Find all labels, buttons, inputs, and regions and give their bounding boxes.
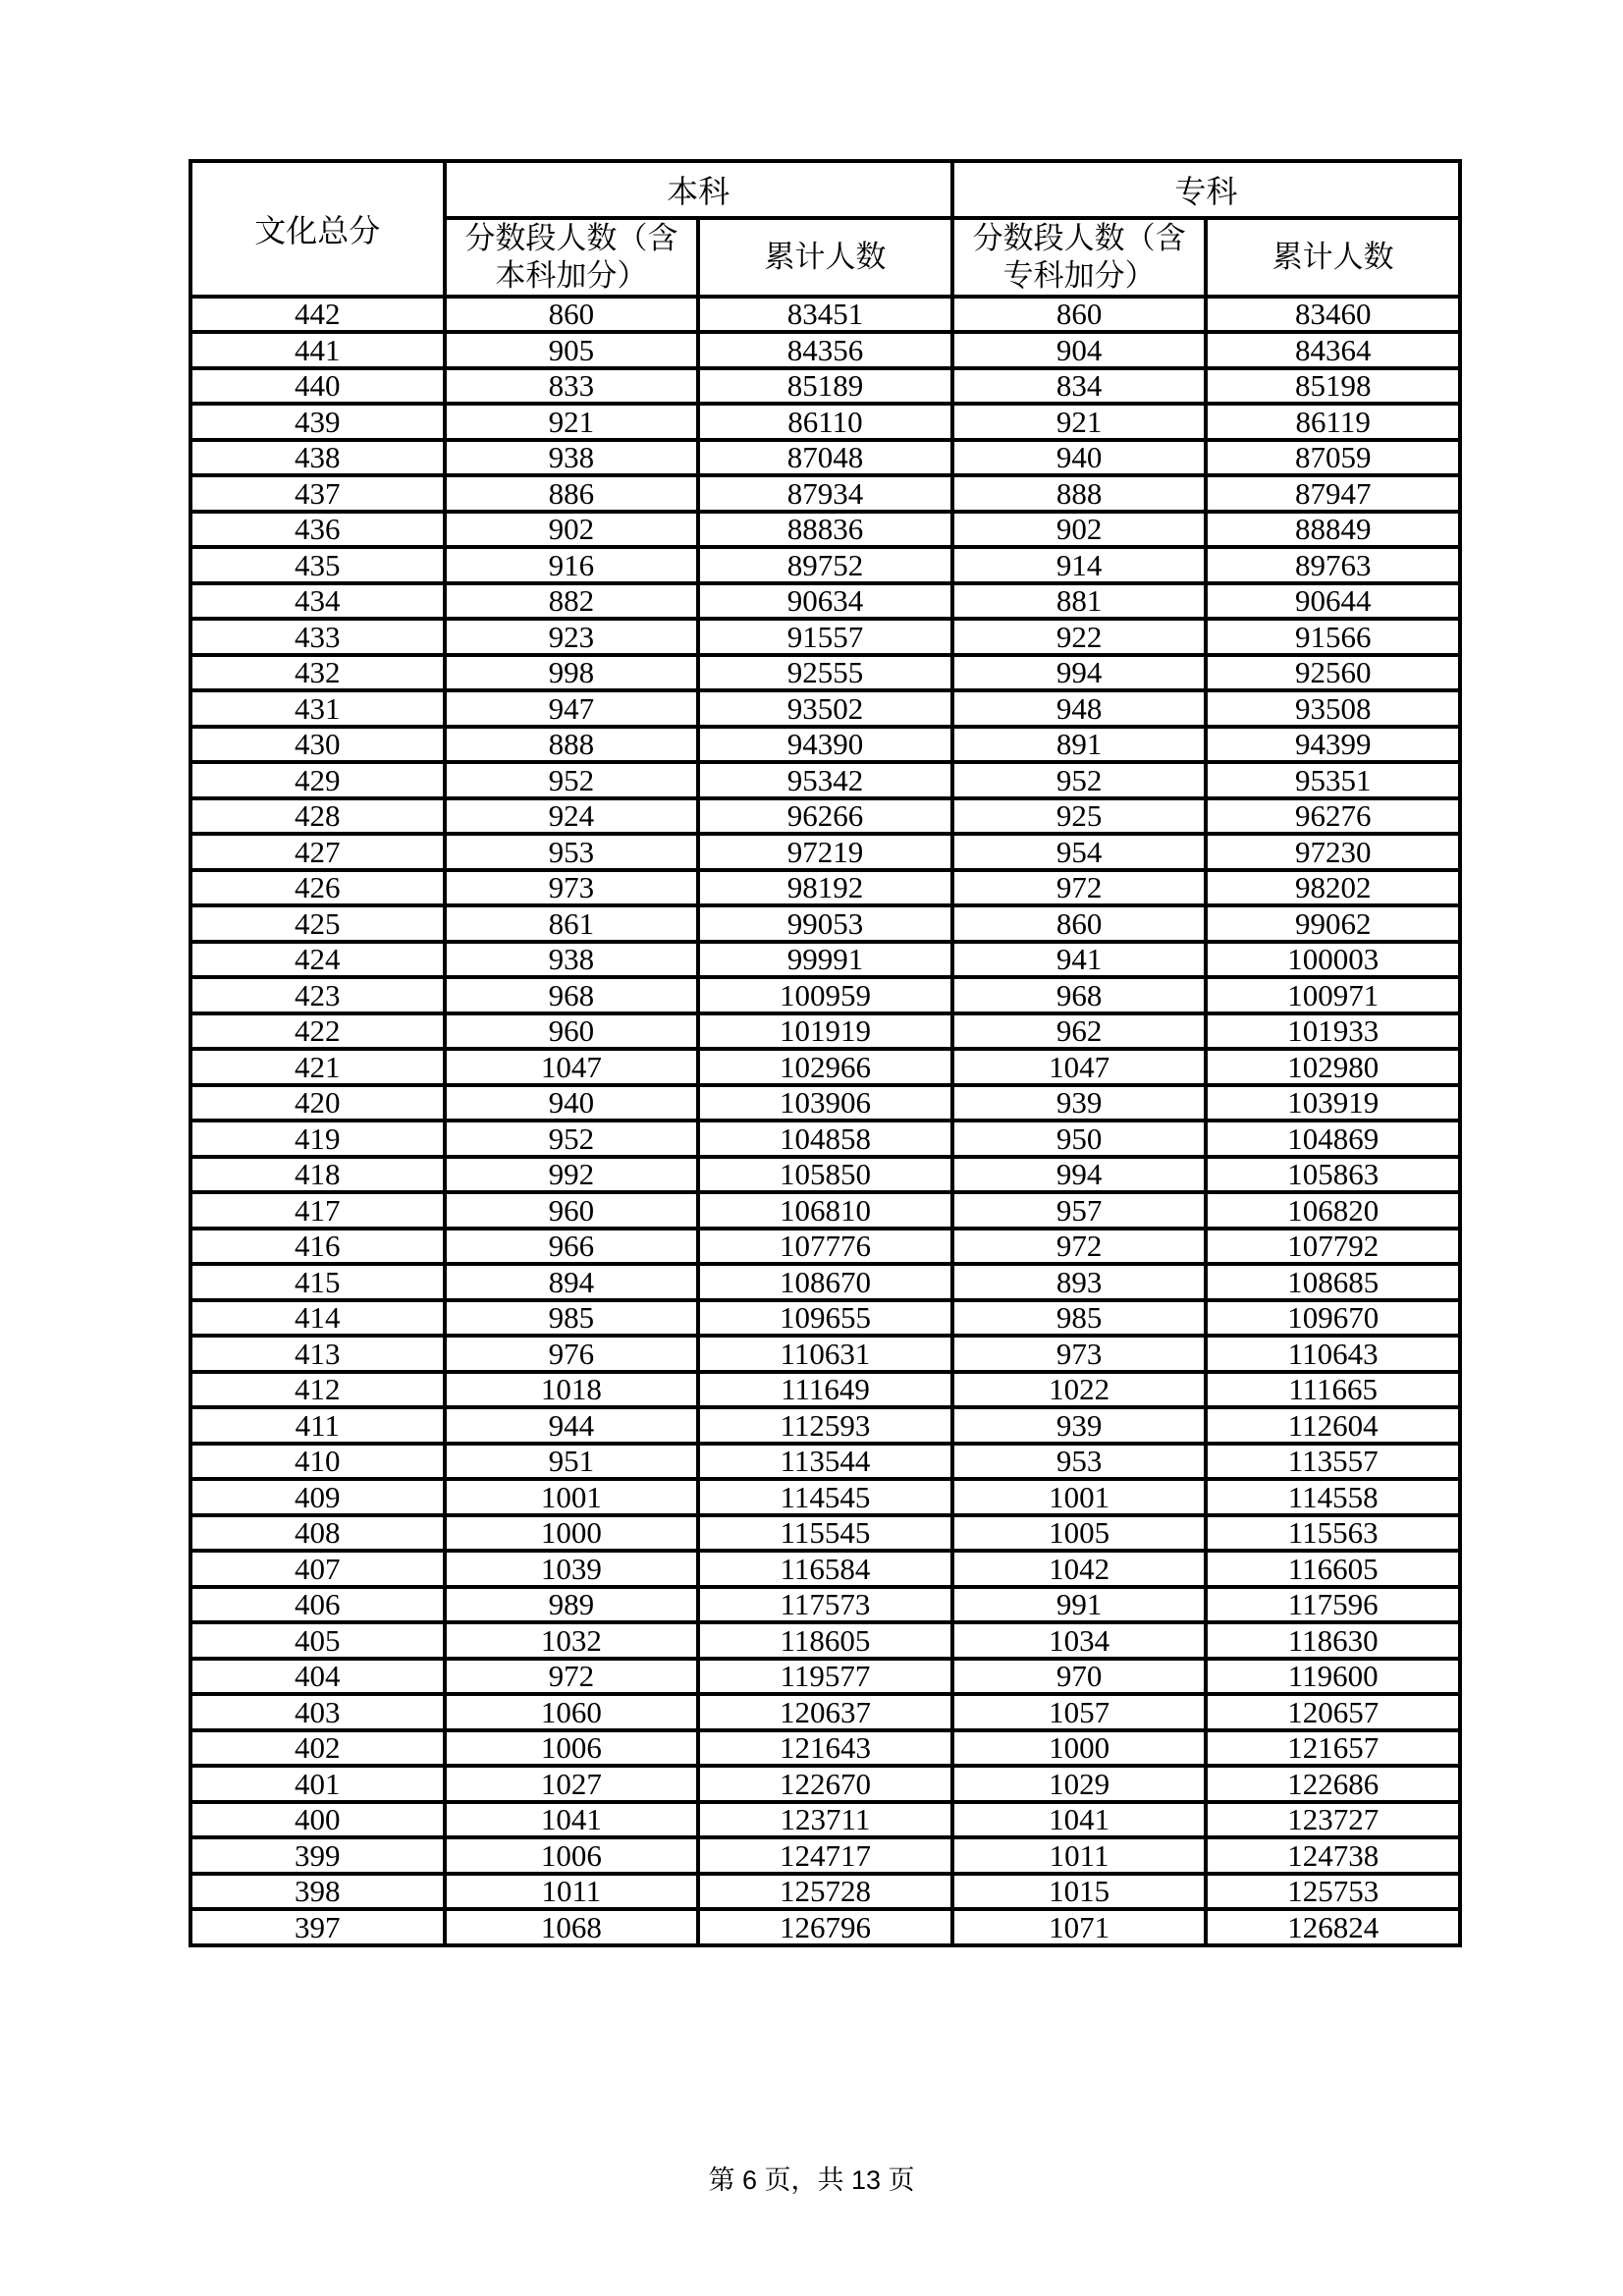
table-cell: 886 [445, 475, 699, 512]
table-cell: 95342 [698, 762, 952, 798]
table-cell: 939 [952, 1085, 1207, 1121]
table-cell: 1041 [952, 1802, 1207, 1838]
table-cell: 991 [952, 1587, 1207, 1623]
table-row [190, 1802, 1460, 1838]
table-row [190, 475, 1460, 512]
table-cell: 117573 [698, 1587, 952, 1623]
table-cell: 114558 [1206, 1479, 1460, 1515]
table-cell: 948 [952, 690, 1207, 727]
table-cell: 86110 [698, 404, 952, 440]
table-cell: 401 [190, 1766, 445, 1802]
table-cell: 998 [445, 655, 699, 691]
table-cell: 121657 [1206, 1730, 1460, 1767]
table-cell: 973 [445, 870, 699, 906]
table-row [190, 1229, 1460, 1265]
table-cell: 105863 [1206, 1157, 1460, 1193]
table-cell: 108670 [698, 1264, 952, 1300]
table-cell: 923 [445, 619, 699, 655]
table-cell: 1027 [445, 1766, 699, 1802]
table-cell: 116605 [1206, 1551, 1460, 1587]
table-cell: 860 [445, 297, 699, 333]
table-row [190, 368, 1460, 405]
table-cell: 972 [952, 1229, 1207, 1265]
table-cell: 106810 [698, 1192, 952, 1229]
table-cell: 902 [952, 512, 1207, 548]
table-cell: 421 [190, 1049, 445, 1085]
table-row [190, 1049, 1460, 1085]
table-cell: 422 [190, 1013, 445, 1050]
table-cell: 124738 [1206, 1837, 1460, 1874]
table-cell: 112593 [698, 1407, 952, 1444]
table-cell: 950 [952, 1121, 1207, 1157]
table-cell: 953 [445, 834, 699, 870]
table-cell: 417 [190, 1192, 445, 1229]
table-cell: 397 [190, 1909, 445, 1945]
table-cell: 409 [190, 1479, 445, 1515]
table-cell: 972 [445, 1659, 699, 1695]
table-cell: 96276 [1206, 798, 1460, 835]
table-cell: 994 [952, 655, 1207, 691]
table-cell: 100959 [698, 977, 952, 1013]
header-group-undergraduate: 本科 [445, 161, 952, 218]
table-cell: 953 [952, 1444, 1207, 1480]
table-cell: 414 [190, 1300, 445, 1337]
table-cell: 1006 [445, 1837, 699, 1874]
table-cell: 1015 [952, 1874, 1207, 1910]
table-cell: 952 [445, 1121, 699, 1157]
table-cell: 88849 [1206, 512, 1460, 548]
table-row [190, 332, 1460, 368]
table-row [190, 762, 1460, 798]
table-row [190, 619, 1460, 655]
table-cell: 408 [190, 1515, 445, 1552]
table-row [190, 1766, 1460, 1802]
table-cell: 431 [190, 690, 445, 727]
table-cell: 960 [445, 1013, 699, 1050]
table-cell: 922 [952, 619, 1207, 655]
table-cell: 416 [190, 1229, 445, 1265]
table-cell: 1032 [445, 1622, 699, 1659]
table-cell: 90644 [1206, 583, 1460, 620]
table-cell: 905 [445, 332, 699, 368]
table-cell: 1071 [952, 1909, 1207, 1945]
table-cell: 429 [190, 762, 445, 798]
table-cell: 424 [190, 942, 445, 978]
table-cell: 924 [445, 798, 699, 835]
table-cell: 407 [190, 1551, 445, 1587]
table-cell: 97230 [1206, 834, 1460, 870]
table-cell: 126824 [1206, 1909, 1460, 1945]
table-row [190, 297, 1460, 333]
subheader-undergraduate-cumulative-count: 累计人数 [698, 218, 952, 297]
table-cell: 126796 [698, 1909, 952, 1945]
table-cell: 104869 [1206, 1121, 1460, 1157]
table-cell: 976 [445, 1336, 699, 1372]
table-cell: 430 [190, 727, 445, 763]
table-cell: 1057 [952, 1694, 1207, 1730]
table-cell: 83460 [1206, 297, 1460, 333]
table-cell: 914 [952, 547, 1207, 583]
table-cell: 438 [190, 440, 445, 476]
table-cell: 440 [190, 368, 445, 405]
header-culture-total-score: 文化总分 [190, 161, 445, 297]
subheader-undergraduate-segment-count: 分数段人数（含本科加分） [445, 218, 699, 297]
table-cell: 437 [190, 475, 445, 512]
table-cell: 1005 [952, 1515, 1207, 1552]
table-cell: 410 [190, 1444, 445, 1480]
table-cell: 428 [190, 798, 445, 835]
table-cell: 89752 [698, 547, 952, 583]
table-cell: 441 [190, 332, 445, 368]
table-row [190, 1587, 1460, 1623]
table-cell: 952 [445, 762, 699, 798]
subheader-college-cumulative-count: 累计人数 [1206, 218, 1460, 297]
table-cell: 93508 [1206, 690, 1460, 727]
table-cell: 84364 [1206, 332, 1460, 368]
table-row [190, 1694, 1460, 1730]
table-cell: 985 [952, 1300, 1207, 1337]
table-row [190, 1909, 1460, 1945]
page-footer: 第 6 页，共 13 页 [708, 2165, 915, 2195]
table-cell: 966 [445, 1229, 699, 1265]
table-cell: 96266 [698, 798, 952, 835]
table-cell: 400 [190, 1802, 445, 1838]
table-cell: 423 [190, 977, 445, 1013]
table-cell: 426 [190, 870, 445, 906]
table-cell: 123727 [1206, 1802, 1460, 1838]
table-row [190, 1837, 1460, 1874]
table-cell: 116584 [698, 1551, 952, 1587]
table-cell: 87947 [1206, 475, 1460, 512]
table-cell: 415 [190, 1264, 445, 1300]
table-row [190, 1659, 1460, 1695]
table-cell: 125753 [1206, 1874, 1460, 1910]
table-cell: 921 [952, 404, 1207, 440]
table-cell: 109655 [698, 1300, 952, 1337]
table-cell: 960 [445, 1192, 699, 1229]
table-row [190, 1300, 1460, 1337]
table-row [190, 512, 1460, 548]
table-cell: 1034 [952, 1622, 1207, 1659]
table-cell: 834 [952, 368, 1207, 405]
table-row [190, 727, 1460, 763]
table-cell: 122686 [1206, 1766, 1460, 1802]
table-row [190, 834, 1460, 870]
table-row [190, 404, 1460, 440]
table-cell: 111649 [698, 1372, 952, 1408]
table-cell: 105850 [698, 1157, 952, 1193]
table-cell: 92555 [698, 655, 952, 691]
table-cell: 940 [952, 440, 1207, 476]
table-row [190, 905, 1460, 942]
table-cell: 954 [952, 834, 1207, 870]
table-cell: 100003 [1206, 942, 1460, 978]
table-cell: 419 [190, 1121, 445, 1157]
table-cell: 107776 [698, 1229, 952, 1265]
table-cell: 881 [952, 583, 1207, 620]
table-cell: 103919 [1206, 1085, 1460, 1121]
table-cell: 89763 [1206, 547, 1460, 583]
table-cell: 833 [445, 368, 699, 405]
table-row [190, 1622, 1460, 1659]
table-cell: 1006 [445, 1730, 699, 1767]
table-cell: 860 [952, 297, 1207, 333]
table-cell: 1001 [445, 1479, 699, 1515]
table-cell: 925 [952, 798, 1207, 835]
table-cell: 115563 [1206, 1515, 1460, 1552]
table-cell: 1039 [445, 1551, 699, 1587]
table-row [190, 1515, 1460, 1552]
table-cell: 87059 [1206, 440, 1460, 476]
table-cell: 968 [445, 977, 699, 1013]
table-cell: 90634 [698, 583, 952, 620]
table-cell: 939 [952, 1407, 1207, 1444]
table-cell: 435 [190, 547, 445, 583]
table-cell: 123711 [698, 1802, 952, 1838]
table-cell: 102980 [1206, 1049, 1460, 1085]
table-cell: 411 [190, 1407, 445, 1444]
table-cell: 124717 [698, 1837, 952, 1874]
table-cell: 432 [190, 655, 445, 691]
table-row [190, 942, 1460, 978]
table-row [190, 1121, 1460, 1157]
table-cell: 944 [445, 1407, 699, 1444]
table-cell: 99991 [698, 942, 952, 978]
table-cell: 102966 [698, 1049, 952, 1085]
table-row [190, 440, 1460, 476]
table-row [190, 1157, 1460, 1193]
table-cell: 420 [190, 1085, 445, 1121]
table-cell: 94399 [1206, 727, 1460, 763]
table-cell: 1068 [445, 1909, 699, 1945]
table-cell: 122670 [698, 1766, 952, 1802]
table-row [190, 1085, 1460, 1121]
table-cell: 112604 [1206, 1407, 1460, 1444]
table-cell: 938 [445, 440, 699, 476]
table-cell: 434 [190, 583, 445, 620]
table-cell: 93502 [698, 690, 952, 727]
table-row [190, 1336, 1460, 1372]
table-body [190, 297, 1460, 1945]
table-cell: 121643 [698, 1730, 952, 1767]
table-cell: 951 [445, 1444, 699, 1480]
table-cell: 85189 [698, 368, 952, 405]
table-cell: 427 [190, 834, 445, 870]
table-cell: 98202 [1206, 870, 1460, 906]
table-row [190, 1730, 1460, 1767]
table-cell: 406 [190, 1587, 445, 1623]
table-row [190, 1013, 1460, 1050]
table-cell: 921 [445, 404, 699, 440]
table-cell: 119600 [1206, 1659, 1460, 1695]
table-cell: 1022 [952, 1372, 1207, 1408]
table-cell: 399 [190, 1837, 445, 1874]
table-cell: 1018 [445, 1372, 699, 1408]
table-cell: 882 [445, 583, 699, 620]
table-cell: 92560 [1206, 655, 1460, 691]
table-cell: 86119 [1206, 404, 1460, 440]
subheader-college-segment-count: 分数段人数（含专科加分） [952, 218, 1207, 297]
table-cell: 110643 [1206, 1336, 1460, 1372]
table-cell: 433 [190, 619, 445, 655]
table-row [190, 870, 1460, 906]
table-cell: 91566 [1206, 619, 1460, 655]
table-cell: 85198 [1206, 368, 1460, 405]
table-cell: 108685 [1206, 1264, 1460, 1300]
table-cell: 994 [952, 1157, 1207, 1193]
table-cell: 1060 [445, 1694, 699, 1730]
table-cell: 1011 [952, 1837, 1207, 1874]
table-cell: 100971 [1206, 977, 1460, 1013]
table-cell: 888 [952, 475, 1207, 512]
table-cell: 940 [445, 1085, 699, 1121]
table-row [190, 1551, 1460, 1587]
table-cell: 894 [445, 1264, 699, 1300]
table-cell: 968 [952, 977, 1207, 1013]
table-cell: 113544 [698, 1444, 952, 1480]
table-cell: 99062 [1206, 905, 1460, 942]
table-cell: 1011 [445, 1874, 699, 1910]
table-cell: 904 [952, 332, 1207, 368]
table-cell: 120657 [1206, 1694, 1460, 1730]
table-cell: 439 [190, 404, 445, 440]
table-cell: 87048 [698, 440, 952, 476]
table-cell: 992 [445, 1157, 699, 1193]
table-cell: 104858 [698, 1121, 952, 1157]
table-cell: 888 [445, 727, 699, 763]
table-cell: 413 [190, 1336, 445, 1372]
table-cell: 404 [190, 1659, 445, 1695]
table-cell: 893 [952, 1264, 1207, 1300]
table-cell: 938 [445, 942, 699, 978]
table-cell: 107792 [1206, 1229, 1460, 1265]
table-cell: 101933 [1206, 1013, 1460, 1050]
table-cell: 117596 [1206, 1587, 1460, 1623]
table-cell: 95351 [1206, 762, 1460, 798]
table-cell: 405 [190, 1622, 445, 1659]
table-cell: 970 [952, 1659, 1207, 1695]
table-cell: 115545 [698, 1515, 952, 1552]
table-cell: 91557 [698, 619, 952, 655]
table-cell: 114545 [698, 1479, 952, 1515]
table-row [190, 1264, 1460, 1300]
table-cell: 947 [445, 690, 699, 727]
table-cell: 1042 [952, 1551, 1207, 1587]
table-cell: 125728 [698, 1874, 952, 1910]
table-cell: 97219 [698, 834, 952, 870]
table-cell: 1047 [952, 1049, 1207, 1085]
table-row [190, 547, 1460, 583]
table-cell: 1001 [952, 1479, 1207, 1515]
table-row [190, 655, 1460, 691]
table-cell: 94390 [698, 727, 952, 763]
table-cell: 957 [952, 1192, 1207, 1229]
table-row [190, 798, 1460, 835]
table-cell: 101919 [698, 1013, 952, 1050]
table-cell: 962 [952, 1013, 1207, 1050]
table-cell: 84356 [698, 332, 952, 368]
table-cell: 83451 [698, 297, 952, 333]
table-cell: 403 [190, 1694, 445, 1730]
table-cell: 418 [190, 1157, 445, 1193]
table-cell: 425 [190, 905, 445, 942]
table-cell: 1000 [952, 1730, 1207, 1767]
table-cell: 973 [952, 1336, 1207, 1372]
table-row [190, 1407, 1460, 1444]
table-cell: 1041 [445, 1802, 699, 1838]
table-cell: 902 [445, 512, 699, 548]
score-distribution-table [189, 159, 1462, 1947]
table-cell: 118630 [1206, 1622, 1460, 1659]
table-cell: 1000 [445, 1515, 699, 1552]
table-cell: 113557 [1206, 1444, 1460, 1480]
table-cell: 119577 [698, 1659, 952, 1695]
table-header [190, 161, 1460, 297]
table-cell: 952 [952, 762, 1207, 798]
table-cell: 1029 [952, 1766, 1207, 1802]
table-cell: 120637 [698, 1694, 952, 1730]
table-cell: 941 [952, 942, 1207, 978]
table-cell: 891 [952, 727, 1207, 763]
table-cell: 1047 [445, 1049, 699, 1085]
table-cell: 88836 [698, 512, 952, 548]
table-row [190, 690, 1460, 727]
table-cell: 109670 [1206, 1300, 1460, 1337]
table-cell: 436 [190, 512, 445, 548]
table-cell: 916 [445, 547, 699, 583]
table-cell: 861 [445, 905, 699, 942]
table-cell: 118605 [698, 1622, 952, 1659]
table-row [190, 1444, 1460, 1480]
table-cell: 87934 [698, 475, 952, 512]
header-group-college: 专科 [952, 161, 1460, 218]
table-cell: 110631 [698, 1336, 952, 1372]
table-cell: 103906 [698, 1085, 952, 1121]
table-cell: 442 [190, 297, 445, 333]
table-cell: 398 [190, 1874, 445, 1910]
table-cell: 412 [190, 1372, 445, 1408]
table-cell: 99053 [698, 905, 952, 942]
table-row [190, 1372, 1460, 1408]
table-cell: 106820 [1206, 1192, 1460, 1229]
table-cell: 985 [445, 1300, 699, 1337]
table-cell: 989 [445, 1587, 699, 1623]
score-distribution-section [189, 159, 1462, 1947]
table-row [190, 1192, 1460, 1229]
table-cell: 972 [952, 870, 1207, 906]
table-row [190, 977, 1460, 1013]
table-row [190, 583, 1460, 620]
table-cell: 98192 [698, 870, 952, 906]
table-row [190, 1479, 1460, 1515]
table-cell: 860 [952, 905, 1207, 942]
table-cell: 111665 [1206, 1372, 1460, 1408]
table-row [190, 1874, 1460, 1910]
table-cell: 402 [190, 1730, 445, 1767]
